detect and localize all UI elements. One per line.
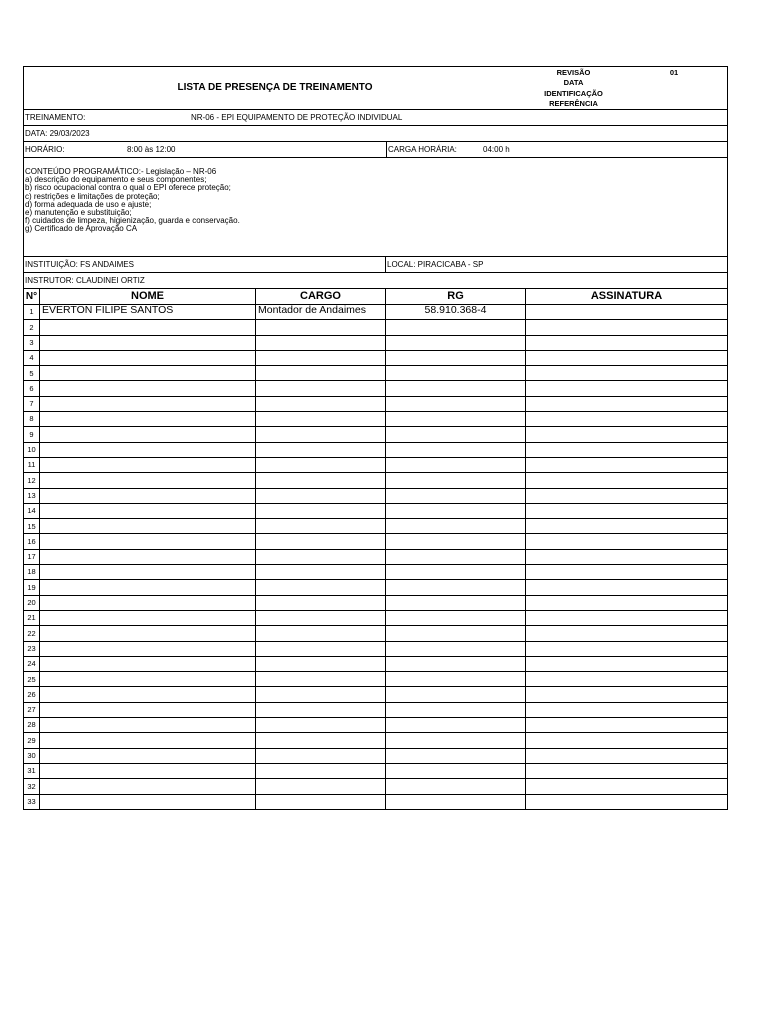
row-role[interactable] <box>256 412 386 427</box>
row-signature[interactable] <box>526 396 728 411</box>
row-number: 17 <box>24 549 40 564</box>
row-rg[interactable] <box>386 733 526 748</box>
meta-label-identification: IDENTIFICAÇÃO <box>544 88 603 98</box>
table-row <box>24 457 728 472</box>
training-date[interactable]: DATA: 29/03/2023 <box>25 129 90 138</box>
row-number: 6 <box>24 381 40 396</box>
row-signature[interactable] <box>526 457 728 472</box>
row-name[interactable] <box>40 412 256 427</box>
row-name[interactable] <box>40 763 256 778</box>
table-row <box>24 396 728 411</box>
table-row <box>24 412 728 427</box>
row-number: 18 <box>24 565 40 580</box>
row-role[interactable] <box>256 702 386 717</box>
row-number: 5 <box>24 366 40 381</box>
row-number: 12 <box>24 473 40 488</box>
table-row <box>24 534 728 549</box>
row-name[interactable] <box>40 580 256 595</box>
table-row <box>24 519 728 534</box>
row-rg[interactable] <box>386 366 526 381</box>
row-rg[interactable] <box>386 457 526 472</box>
row-signature[interactable] <box>526 412 728 427</box>
schedule-row <box>23 141 728 157</box>
col-role: CARGO <box>256 289 386 305</box>
row-role[interactable] <box>256 381 386 396</box>
row-signature[interactable] <box>526 534 728 549</box>
row-rg[interactable] <box>386 718 526 733</box>
row-role[interactable] <box>256 366 386 381</box>
row-role[interactable] <box>256 733 386 748</box>
col-rg: RG <box>386 289 526 305</box>
row-rg[interactable] <box>386 488 526 503</box>
instructor[interactable]: INSTRUTOR: CLAUDINEI ORTIZ <box>25 276 145 285</box>
row-number: 7 <box>24 396 40 411</box>
location[interactable]: LOCAL: PIRACICABA - SP <box>385 257 483 272</box>
row-rg[interactable] <box>386 350 526 365</box>
row-role[interactable] <box>256 488 386 503</box>
row-signature[interactable] <box>526 595 728 610</box>
attendance-header <box>24 289 728 305</box>
row-signature[interactable] <box>526 610 728 625</box>
row-role[interactable] <box>256 549 386 564</box>
row-number: 19 <box>24 580 40 595</box>
meta-table <box>526 67 727 109</box>
row-rg[interactable] <box>386 473 526 488</box>
row-rg[interactable] <box>386 549 526 564</box>
row-name[interactable] <box>40 519 256 534</box>
row-number: 3 <box>24 335 40 350</box>
table-row <box>24 779 728 794</box>
row-name[interactable] <box>40 672 256 687</box>
meta-value-date[interactable] <box>621 78 727 89</box>
row-name[interactable] <box>40 442 256 457</box>
institution-row <box>23 256 728 272</box>
row-role[interactable] <box>256 427 386 442</box>
table-row <box>24 718 728 733</box>
content-line: f) cuidados de limpeza, higienização, guarda e conservação. <box>25 216 240 226</box>
table-row <box>24 702 728 717</box>
row-role[interactable] <box>256 763 386 778</box>
table-row <box>24 580 728 595</box>
row-role[interactable]: Montador de Andaimes <box>256 305 386 320</box>
table-row <box>24 350 728 365</box>
row-role[interactable] <box>256 610 386 625</box>
attendance-table <box>23 288 728 810</box>
row-number: 1 <box>24 305 40 320</box>
row-rg[interactable] <box>386 580 526 595</box>
table-row <box>24 320 728 335</box>
row-signature[interactable] <box>526 702 728 717</box>
row-number: 28 <box>24 718 40 733</box>
row-number: 26 <box>24 687 40 702</box>
row-name[interactable] <box>40 488 256 503</box>
row-name[interactable] <box>40 503 256 518</box>
row-signature[interactable] <box>526 473 728 488</box>
row-signature[interactable] <box>526 488 728 503</box>
row-number: 11 <box>24 457 40 472</box>
load-label: CARGA HORÁRIA: <box>386 142 483 157</box>
row-rg[interactable] <box>386 381 526 396</box>
row-name[interactable] <box>40 656 256 671</box>
row-signature[interactable] <box>526 366 728 381</box>
row-signature[interactable] <box>526 748 728 763</box>
row-number: 27 <box>24 702 40 717</box>
meta-value-identification[interactable] <box>621 88 727 99</box>
row-signature[interactable] <box>526 442 728 457</box>
row-number: 23 <box>24 641 40 656</box>
col-number: N° <box>24 289 40 305</box>
row-number: 25 <box>24 672 40 687</box>
row-rg[interactable] <box>386 412 526 427</box>
table-row <box>24 733 728 748</box>
row-name[interactable] <box>40 549 256 564</box>
row-number: 14 <box>24 503 40 518</box>
row-number: 10 <box>24 442 40 457</box>
row-signature[interactable] <box>526 779 728 794</box>
row-role[interactable] <box>256 687 386 702</box>
content-line: e) manutenção e substituição; <box>25 208 132 218</box>
row-name[interactable] <box>40 641 256 656</box>
row-name[interactable] <box>40 794 256 809</box>
row-signature[interactable] <box>526 672 728 687</box>
table-row <box>24 794 728 809</box>
row-number: 9 <box>24 427 40 442</box>
row-rg[interactable]: 58.910.368-4 <box>386 305 526 320</box>
time-label: HORÁRIO: <box>25 145 65 154</box>
row-number: 32 <box>24 779 40 794</box>
row-name[interactable] <box>40 366 256 381</box>
row-signature[interactable] <box>526 641 728 656</box>
row-name[interactable] <box>40 687 256 702</box>
row-number: 29 <box>24 733 40 748</box>
row-signature[interactable] <box>526 427 728 442</box>
row-signature[interactable] <box>526 335 728 350</box>
row-role[interactable] <box>256 442 386 457</box>
training-label: TREINAMENTO: <box>25 113 86 122</box>
table-row <box>24 335 728 350</box>
row-name[interactable] <box>40 626 256 641</box>
row-role[interactable] <box>256 534 386 549</box>
row-number: 20 <box>24 595 40 610</box>
table-row <box>24 656 728 671</box>
row-name[interactable] <box>40 427 256 442</box>
row-signature[interactable] <box>526 320 728 335</box>
table-row <box>24 748 728 763</box>
row-role[interactable] <box>256 503 386 518</box>
row-role[interactable] <box>256 473 386 488</box>
row-role[interactable] <box>256 320 386 335</box>
row-role[interactable] <box>256 457 386 472</box>
table-row <box>24 565 728 580</box>
time-value[interactable]: 8:00 às 12:00 <box>127 145 176 154</box>
content-line: g) Certificado de Aprovação CA <box>25 224 138 234</box>
row-signature[interactable] <box>526 565 728 580</box>
row-role[interactable] <box>256 396 386 411</box>
row-number: 2 <box>24 320 40 335</box>
meta-value-revision[interactable]: 01 <box>669 67 679 77</box>
row-name[interactable] <box>40 396 256 411</box>
row-signature[interactable] <box>526 763 728 778</box>
row-name[interactable] <box>40 718 256 733</box>
row-signature[interactable] <box>526 580 728 595</box>
table-row <box>24 366 728 381</box>
row-rg[interactable] <box>386 794 526 809</box>
row-signature[interactable] <box>526 503 728 518</box>
row-rg[interactable] <box>386 610 526 625</box>
row-signature[interactable] <box>526 519 728 534</box>
row-name[interactable] <box>40 702 256 717</box>
row-rg[interactable] <box>386 687 526 702</box>
row-role[interactable] <box>256 748 386 763</box>
table-row <box>24 641 728 656</box>
row-rg[interactable] <box>386 656 526 671</box>
row-number: 31 <box>24 763 40 778</box>
row-rg[interactable] <box>386 672 526 687</box>
row-name[interactable] <box>40 473 256 488</box>
row-signature[interactable] <box>526 656 728 671</box>
table-row <box>24 763 728 778</box>
row-signature[interactable] <box>526 305 728 320</box>
row-name[interactable] <box>40 320 256 335</box>
meta-label-revision: REVISÃO <box>556 67 591 77</box>
row-name[interactable] <box>40 457 256 472</box>
row-signature[interactable] <box>526 381 728 396</box>
row-number: 13 <box>24 488 40 503</box>
row-role[interactable] <box>256 565 386 580</box>
instructor-row <box>23 272 728 288</box>
row-name[interactable]: EVERTON FILIPE SANTOS <box>40 305 256 320</box>
table-row <box>24 305 728 320</box>
row-rg[interactable] <box>386 748 526 763</box>
row-rg[interactable] <box>386 595 526 610</box>
row-number: 21 <box>24 610 40 625</box>
row-name[interactable] <box>40 565 256 580</box>
row-role[interactable] <box>256 672 386 687</box>
row-signature[interactable] <box>526 687 728 702</box>
date-row <box>23 125 728 141</box>
meta-label-date: DATA <box>563 78 584 87</box>
row-rg[interactable] <box>386 519 526 534</box>
table-row <box>24 503 728 518</box>
table-row <box>24 549 728 564</box>
row-signature[interactable] <box>526 549 728 564</box>
row-rg[interactable] <box>386 442 526 457</box>
row-role[interactable] <box>256 350 386 365</box>
row-role[interactable] <box>256 656 386 671</box>
training-value[interactable]: NR-06 - EPI EQUIPAMENTO DE PROTEÇÃO INDIVIDUAL <box>191 113 403 122</box>
content-line: b) risco ocupacional contra o qual o EPI oferece proteção; <box>25 183 231 193</box>
row-name[interactable] <box>40 595 256 610</box>
row-name[interactable] <box>40 610 256 625</box>
row-role[interactable] <box>256 626 386 641</box>
row-rg[interactable] <box>386 702 526 717</box>
table-row <box>24 488 728 503</box>
table-row <box>24 427 728 442</box>
row-signature[interactable] <box>526 718 728 733</box>
row-rg[interactable] <box>386 427 526 442</box>
row-number: 22 <box>24 626 40 641</box>
row-rg[interactable] <box>386 396 526 411</box>
row-name[interactable] <box>40 779 256 794</box>
row-signature[interactable] <box>526 626 728 641</box>
row-role[interactable] <box>256 641 386 656</box>
row-rg[interactable] <box>386 565 526 580</box>
row-name[interactable] <box>40 335 256 350</box>
row-number: 33 <box>24 794 40 809</box>
row-name[interactable] <box>40 350 256 365</box>
row-number: 24 <box>24 656 40 671</box>
load-value[interactable]: 04:00 h <box>483 145 510 154</box>
row-number: 16 <box>24 534 40 549</box>
row-name[interactable] <box>40 534 256 549</box>
row-signature[interactable] <box>526 733 728 748</box>
table-row <box>24 595 728 610</box>
row-role[interactable] <box>256 335 386 350</box>
row-number: 4 <box>24 350 40 365</box>
row-number: 8 <box>24 412 40 427</box>
row-name[interactable] <box>40 733 256 748</box>
row-number: 30 <box>24 748 40 763</box>
table-row <box>24 626 728 641</box>
row-signature[interactable] <box>526 350 728 365</box>
sheet-title: LISTA DE PRESENÇA DE TREINAMENTO <box>177 82 373 93</box>
col-signature: ASSINATURA <box>526 289 728 305</box>
row-rg[interactable] <box>386 626 526 641</box>
row-rg[interactable] <box>386 534 526 549</box>
row-rg[interactable] <box>386 641 526 656</box>
row-rg[interactable] <box>386 335 526 350</box>
content-line: CONTEÚDO PROGRAMÁTICO:- Legislação – NR-06 <box>25 167 217 176</box>
row-signature[interactable] <box>526 794 728 809</box>
row-name[interactable] <box>40 748 256 763</box>
training-row <box>23 109 728 125</box>
program-content <box>23 157 728 256</box>
meta-label-reference: REFERÊNCIA <box>549 99 598 108</box>
row-name[interactable] <box>40 381 256 396</box>
row-role[interactable] <box>256 519 386 534</box>
row-role[interactable] <box>256 595 386 610</box>
row-role[interactable] <box>256 779 386 794</box>
table-row <box>24 672 728 687</box>
row-role[interactable] <box>256 580 386 595</box>
row-role[interactable] <box>256 794 386 809</box>
table-row <box>24 473 728 488</box>
table-row <box>24 687 728 702</box>
row-rg[interactable] <box>386 320 526 335</box>
content-line: d) forma adequada de uso e ajuste; <box>25 199 152 209</box>
row-rg[interactable] <box>386 503 526 518</box>
table-row <box>24 442 728 457</box>
sheet-header <box>23 66 728 109</box>
content-line: c) restrições e limitações de proteção; <box>25 191 160 201</box>
col-name: NOME <box>40 289 256 305</box>
row-rg[interactable] <box>386 763 526 778</box>
row-number: 15 <box>24 519 40 534</box>
institution[interactable]: INSTITUIÇÃO: FS ANDAIMES <box>25 260 134 269</box>
row-role[interactable] <box>256 718 386 733</box>
meta-value-reference[interactable] <box>621 99 727 110</box>
attendance-sheet <box>23 66 728 810</box>
row-rg[interactable] <box>386 779 526 794</box>
content-line: a) descrição do equipamento e seus componentes; <box>25 175 207 185</box>
table-row <box>24 381 728 396</box>
table-row <box>24 610 728 625</box>
